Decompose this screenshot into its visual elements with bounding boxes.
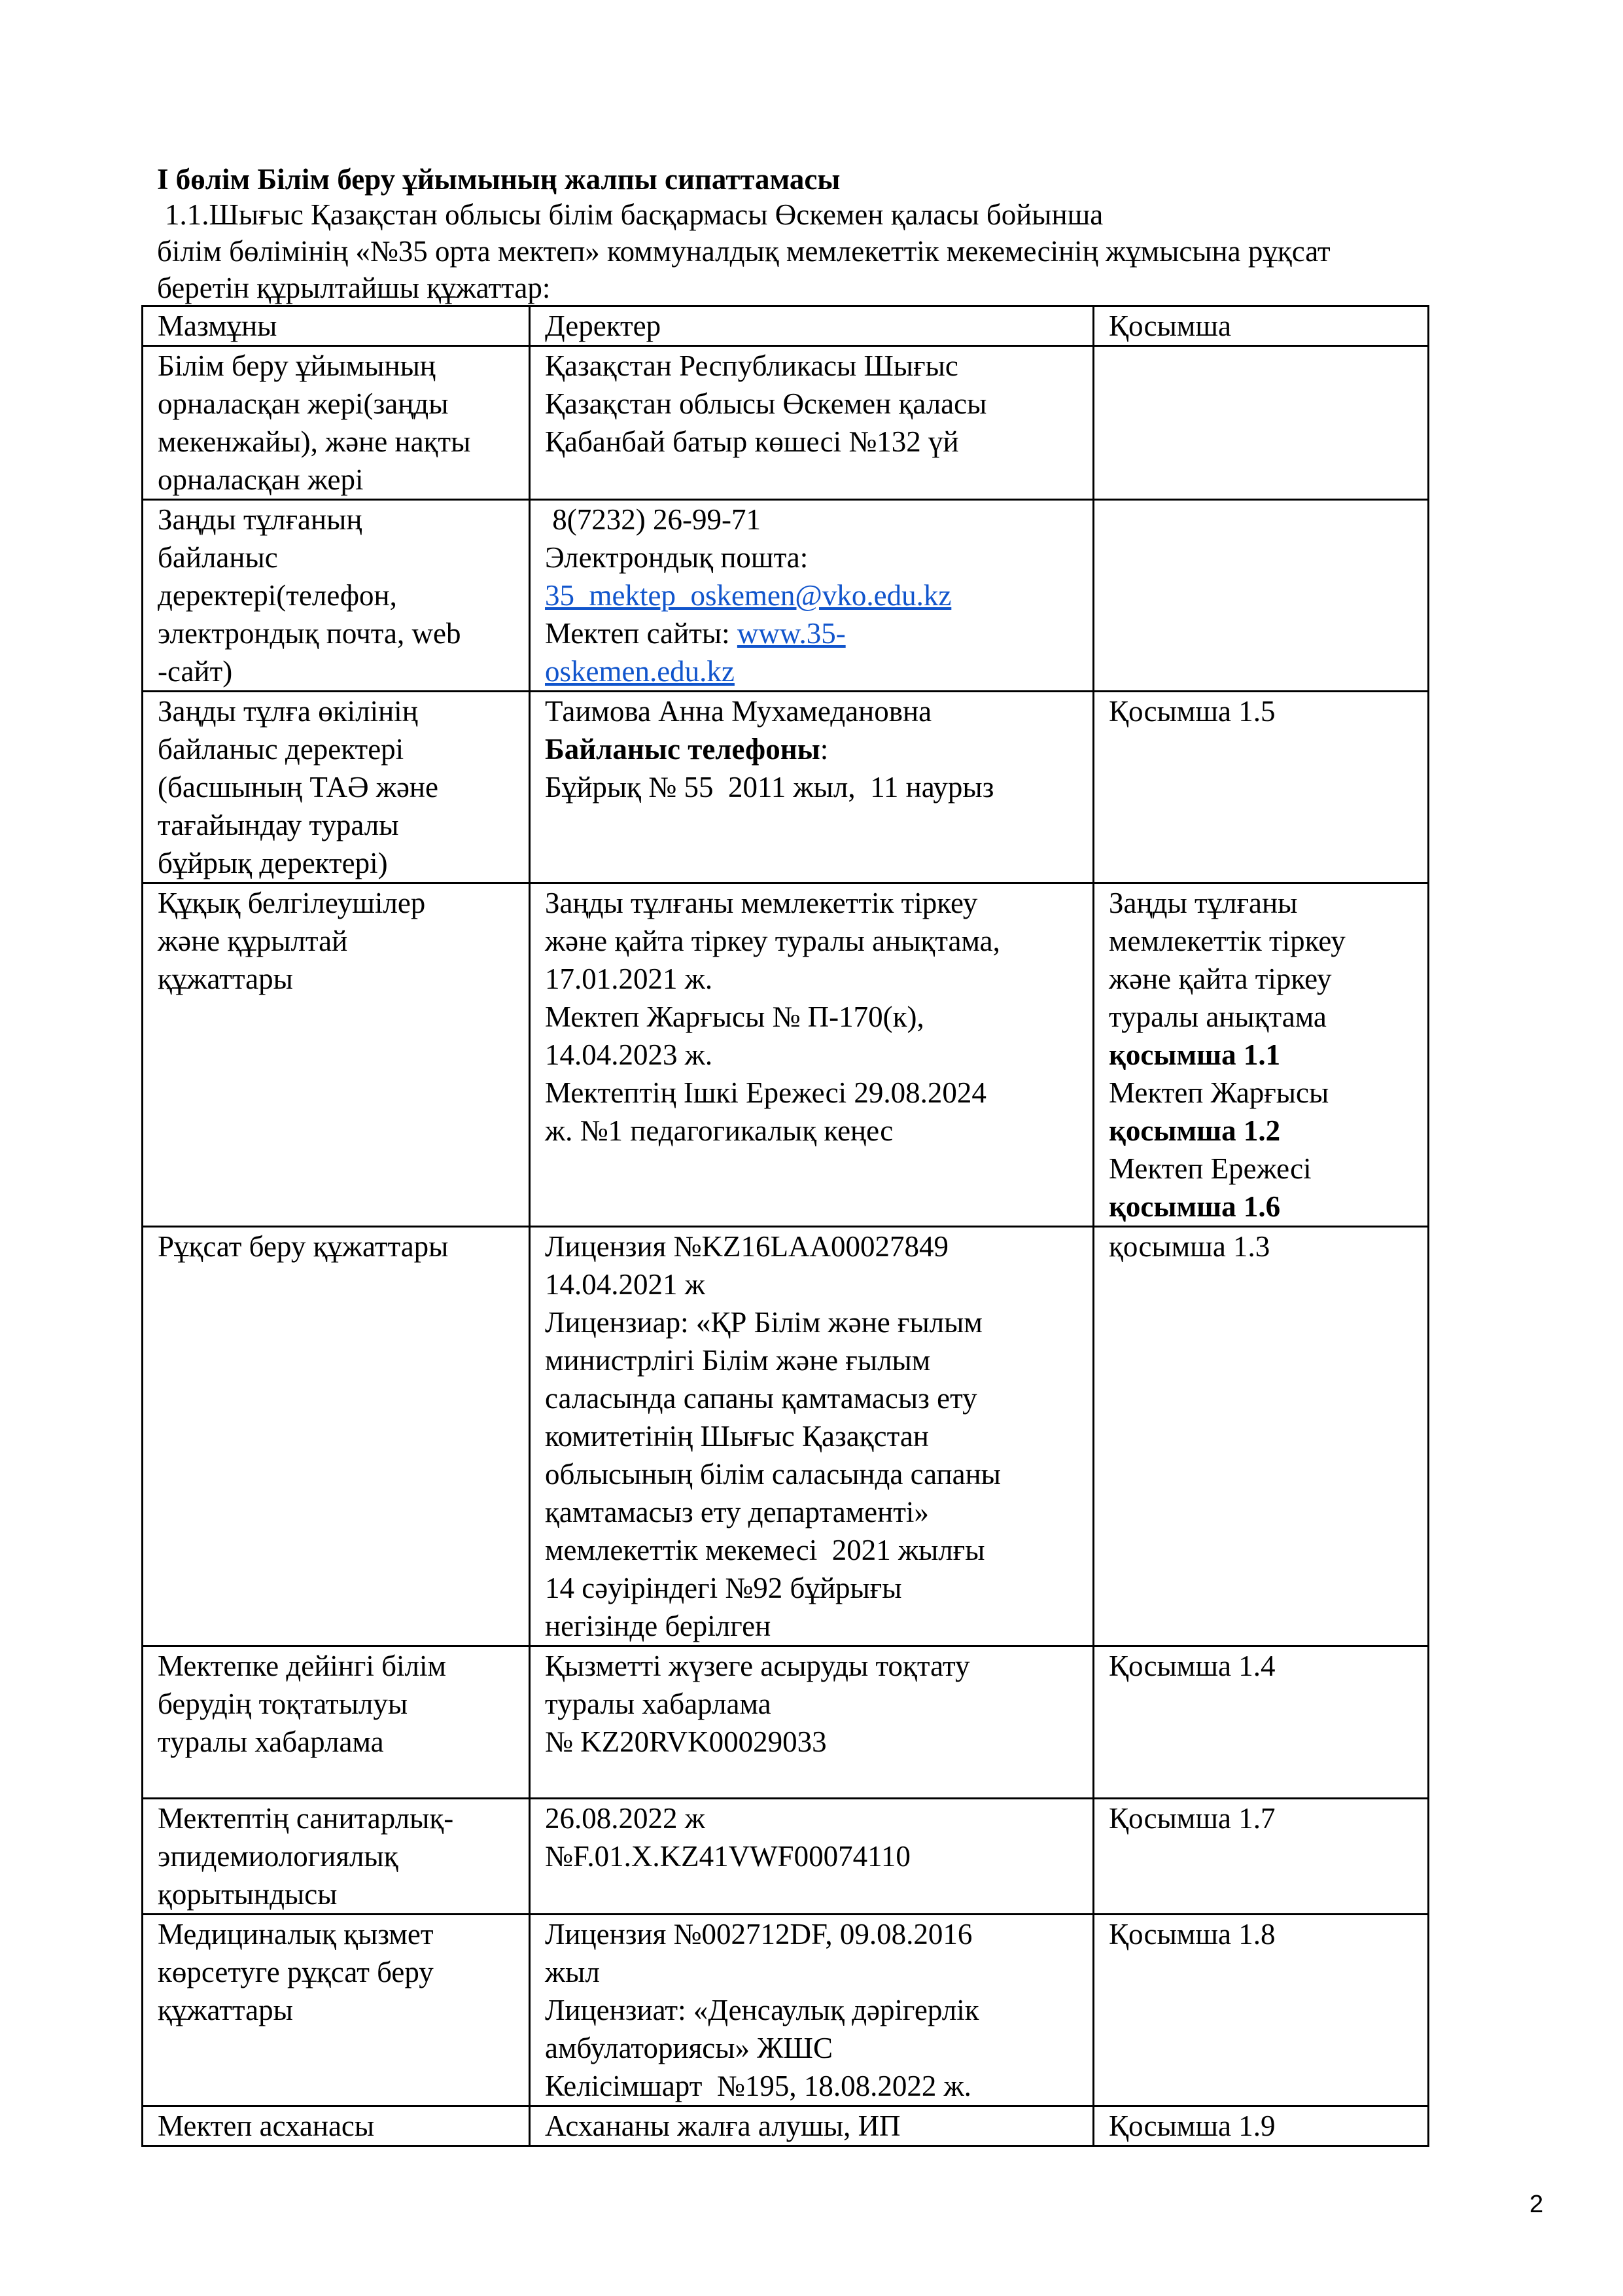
cell-line: Рұқсат беру құжаттары — [158, 1230, 449, 1263]
cell-line: 14.04.2021 ж — [545, 1268, 705, 1301]
website-link-continued[interactable]: oskemen.edu.kz — [545, 655, 735, 688]
cell-line: жыл — [545, 1956, 600, 1988]
row-appendix-cell — [1094, 692, 1429, 883]
cell-line: құжаттары — [158, 963, 293, 995]
row-content-cell — [143, 1646, 530, 1799]
cell-line: қорытындысы — [158, 1878, 338, 1911]
cell-line: 14.04.2023 ж. — [545, 1038, 713, 1071]
cell-line: туралы анықтама — [1109, 1000, 1327, 1033]
intro-line: білім бөлімінің «№35 орта мектеп» коммуналдық мемлекеттік мекемесінің жұмысына рұқсат — [157, 235, 1331, 268]
row-content-cell — [143, 500, 530, 692]
row-content-cell — [143, 883, 530, 1227]
cell-line: электрондық почта, web — [158, 617, 461, 650]
email-link[interactable]: 35_mektep_oskemen@vko.edu.kz — [545, 579, 952, 612]
row-content-cell — [143, 2106, 530, 2146]
row-appendix-cell — [1094, 346, 1429, 500]
cell-line: Қазақстан Республикасы Шығыс — [545, 349, 958, 382]
founding-documents-table — [141, 305, 1429, 2147]
cell-line: туралы хабарлама — [158, 1725, 384, 1758]
row-data-cell — [530, 1799, 1094, 1915]
row-data-cell — [530, 1227, 1094, 1646]
site-label: Мектеп сайты: — [545, 617, 737, 650]
cell-line: мемлекеттік мекемесі 2021 жылғы — [545, 1534, 985, 1566]
cell-line: туралы хабарлама — [545, 1687, 771, 1720]
row-content-cell — [143, 692, 530, 883]
cell-line: және қайта тіркеу туралы анықтама, — [545, 925, 1000, 957]
cell-line: №F.01.X.KZ41VWF00074110 — [545, 1840, 911, 1873]
table-row — [143, 500, 1429, 692]
intro-paragraph — [157, 196, 1505, 306]
cell-line: № KZ20RVK00029033 — [545, 1725, 827, 1758]
cell-line: эпидемиологиялық — [158, 1840, 398, 1873]
row-data-cell — [530, 500, 1094, 692]
cell-line: берудің тоқтатылуы — [158, 1687, 408, 1720]
row-appendix-cell — [1094, 500, 1429, 692]
table-row — [143, 1227, 1429, 1646]
appendix-ref: қосымша 1.2 — [1109, 1114, 1281, 1147]
row-data-cell — [530, 346, 1094, 500]
row-appendix-cell — [1094, 2106, 1429, 2146]
row-content-cell — [143, 1799, 530, 1915]
row-appendix-cell — [1094, 1646, 1429, 1799]
appendix-ref: Қосымша 1.8 — [1109, 1918, 1276, 1951]
cell-line: Лицензия №KZ16LAA00027849 — [545, 1230, 949, 1263]
appendix-ref: қосымша 1.3 — [1109, 1230, 1270, 1263]
row-appendix-cell — [1094, 883, 1429, 1227]
row-content-cell — [143, 1915, 530, 2106]
cell-line: Білім беру ұйымының — [158, 349, 436, 382]
phone-label: Байланыс телефоны — [545, 733, 820, 766]
cell-line: Заңды тұлғаны — [1109, 887, 1298, 919]
table-row — [143, 1915, 1429, 2106]
phone-number: 8(7232) 26-99-71 — [545, 503, 761, 536]
table-row — [143, 1646, 1429, 1799]
cell-line: құжаттары — [158, 1994, 293, 2026]
colon: : — [820, 733, 829, 766]
appendix-ref: Қосымша 1.4 — [1109, 1650, 1276, 1682]
appendix-ref: қосымша 1.1 — [1109, 1038, 1281, 1071]
table-header-row — [143, 306, 1429, 346]
cell-line: және құрылтай — [158, 925, 348, 957]
cell-line: (басшының ТАӘ және — [158, 771, 438, 804]
cell-line: Асхананы жалға алушы, ИП — [545, 2110, 901, 2142]
cell-line: Құқық белгілеушілер — [158, 887, 426, 919]
cell-line: деректері(телефон, — [158, 579, 397, 612]
cell-line: Мектеп Жарғысы № П-170(к), — [545, 1000, 924, 1033]
cell-line: қамтамасыз ету департаменті» — [545, 1496, 929, 1528]
cell-line: байланыс деректері — [158, 733, 404, 766]
header-appendix: Қосымша — [1094, 306, 1429, 346]
cell-line: Лицензиар: «ҚР Білім және ғылым — [545, 1306, 983, 1339]
cell-line: Лицензия №002712DF, 09.08.2016 — [545, 1918, 973, 1951]
cell-line: Мектептің Ішкі Ережесі 29.08.2024 — [545, 1076, 986, 1109]
cell-line: және қайта тіркеу — [1109, 963, 1332, 995]
cell-line: облысының білім саласында сапаны — [545, 1458, 1001, 1491]
cell-line: Келісімшарт №195, 18.08.2022 ж. — [545, 2070, 971, 2102]
cell-line: мемлекеттік тіркеу — [1109, 925, 1346, 957]
intro-line: 1.1.Шығыс Қазақстан облысы білім басқармасы Өскемен қаласы бойынша — [165, 198, 1104, 231]
page-number: 2 — [1529, 2191, 1544, 2218]
row-data-cell — [530, 1915, 1094, 2106]
appendix-ref: Қосымша 1.5 — [1109, 695, 1276, 728]
cell-line: амбулаториясы» ЖШС — [545, 2032, 833, 2064]
director-name: Таимова Анна Мухамедановна — [545, 695, 932, 728]
cell-line: министрлігі Білім және ғылым — [545, 1344, 931, 1377]
cell-line: -сайт) — [158, 655, 233, 688]
row-data-cell — [530, 692, 1094, 883]
cell-line: Мектеп Ережесі — [1109, 1152, 1312, 1185]
cell-line: саласында сапаны қамтамасыз ету — [545, 1382, 977, 1415]
row-content-cell — [143, 346, 530, 500]
cell-line: Заңды тұлғаның — [158, 503, 362, 536]
cell-line: 26.08.2022 ж — [545, 1802, 705, 1835]
cell-line: Мектеп асханасы — [158, 2110, 375, 2142]
cell-line: бұйрық деректері) — [158, 847, 388, 879]
cell-line: орналасқан жері(заңды — [158, 387, 449, 420]
cell-line: Мектеп Жарғысы — [1109, 1076, 1329, 1109]
cell-line: 17.01.2021 ж. — [545, 963, 713, 995]
website-link[interactable]: www.35- — [737, 617, 846, 650]
appendix-ref: Қосымша 1.7 — [1109, 1802, 1276, 1835]
row-data-cell — [530, 883, 1094, 1227]
cell-line: Мектепке дейінгі білім — [158, 1650, 446, 1682]
cell-line: Қызметті жүзеге асыруды тоқтату — [545, 1650, 970, 1682]
cell-line: орналасқан жері — [158, 463, 364, 496]
cell-line: Заңды тұлға өкілінің — [158, 695, 418, 728]
header-data: Деректер — [530, 306, 1094, 346]
email-label: Электрондық пошта: — [545, 541, 809, 574]
cell-line: Мектептің санитарлық- — [158, 1802, 454, 1835]
cell-line: Қабанбай батыр көшесі №132 үй — [545, 425, 959, 458]
appendix-ref: қосымша 1.6 — [1109, 1190, 1281, 1223]
cell-line: тағайындау туралы — [158, 809, 399, 841]
table-row — [143, 692, 1429, 883]
cell-line: Медициналық қызмет — [158, 1918, 434, 1951]
cell-line: Лицензиат: «Денсаулық дәрігерлік — [545, 1994, 979, 2026]
row-content-cell — [143, 1227, 530, 1646]
cell-line: Заңды тұлғаны мемлекеттік тіркеу — [545, 887, 978, 919]
order-details: Бұйрық № 55 2011 жыл, 11 наурыз — [545, 771, 994, 804]
intro-line: беретін құрылтайшы құжаттар: — [157, 272, 551, 304]
cell-line: комитетінің Шығыс Қазақстан — [545, 1420, 929, 1453]
table-row — [143, 2106, 1429, 2146]
cell-line: байланыс — [158, 541, 278, 574]
table-row — [143, 883, 1429, 1227]
cell-line: негізінде берілген — [545, 1610, 771, 1642]
appendix-ref: Қосымша 1.9 — [1109, 2110, 1276, 2142]
row-data-cell — [530, 2106, 1094, 2146]
cell-line: 14 сәуіріндегі №92 бұйрығы — [545, 1572, 902, 1604]
cell-line: мекенжайы), және нақты — [158, 425, 471, 458]
row-data-cell — [530, 1646, 1094, 1799]
row-appendix-cell — [1094, 1799, 1429, 1915]
row-appendix-cell — [1094, 1915, 1429, 2106]
table-row — [143, 346, 1429, 500]
table-row — [143, 1799, 1429, 1915]
header-content: Мазмұны — [143, 306, 530, 346]
cell-line: ж. №1 педагогикалық кеңес — [545, 1114, 894, 1147]
row-appendix-cell — [1094, 1227, 1429, 1646]
cell-line: көрсетуге рұқсат беру — [158, 1956, 434, 1988]
section-heading: І бөлім Білім беру ұйымының жалпы сипаттамасы — [157, 163, 841, 196]
cell-line: Қазақстан облысы Өскемен қаласы — [545, 387, 987, 420]
